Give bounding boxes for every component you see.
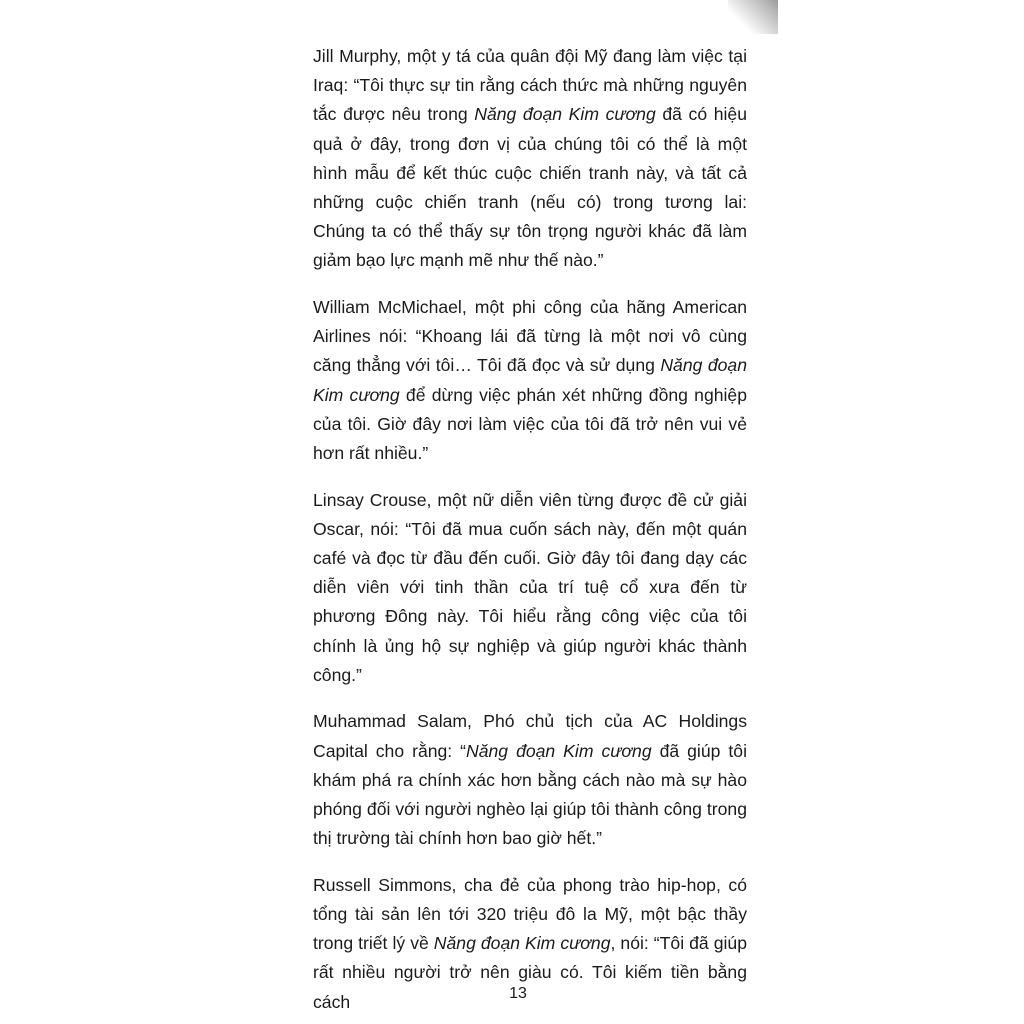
paragraph-text: William McMichael, một phi công của hãng American Airlines nói: “Khoang lái đã từng là một nơi vô cùng căng thẳng với tôi… Tôi đã đọc và sử dụng <box>313 297 747 376</box>
paragraph-text: đã có hiệu quả ở đây, trong đơn vị của chúng tôi có thể là một hình mẫu để kết thúc cuộc chiến tranh này, và tất cả những cuộc chiến tranh (nếu có) trong tương lai: Chúng ta có thể thấy sự tôn trọng người khác đã làm giảm bạo lực mạnh mẽ như thế nào.” <box>313 104 747 271</box>
paragraph-text: , nói: “Tôi đã giúp rất nhiều người trở nên giàu có. Tôi kiếm tiền bằng cách <box>313 933 747 1012</box>
paragraph-text: để dừng việc phán xét những đồng nghiệp của tôi. Giờ đây nơi làm việc của tôi đã trở nên vui vẻ hơn rất nhiều.” <box>313 384 748 464</box>
paragraph-text: Linsay Crouse, một nữ diễn viên từng được đề cử giải Oscar, nói: “Tôi đã mua cuốn sách này, đến một quán café và đọc từ đầu đến cuối. Giờ đây tôi đang dạy các diễn viên với tinh thần của trí tuệ cổ xưa đến từ phương Đông này. Tôi hiểu rằng công việc của tôi chính là ủng hộ sự nghiệp và giúp người khác thành công.” <box>313 489 747 685</box>
page-number <box>0 985 1024 1003</box>
paragraph-text: Russell Simmons, cha đẻ của phong trào hip-hop, có tổng tài sản lên tới 320 triệu đô la Mỹ, một bậc thầy trong triết lý về <box>313 874 747 954</box>
paragraph-text: đã giúp tôi khám phá ra chính xác hơn bằng cách nào mà sự hào phóng đối với người nghèo lại giúp tôi thành công trong thị trường tài chính hơn bao giờ hết.” <box>313 740 747 849</box>
paragraph-linsay-crouse <box>313 486 747 690</box>
book-title-italic: Năng đoạn Kim cương <box>313 355 747 405</box>
page-margin-right <box>778 0 1024 1024</box>
paragraph-text: Muhammad Salam, Phó chủ tịch của AC Holdings Capital cho rằng: “ <box>313 711 747 761</box>
book-title-italic: Năng đoạn Kim cương <box>433 933 611 954</box>
paragraph-muhammad-salam <box>313 707 747 853</box>
paragraph-jill-murphy <box>313 42 747 276</box>
book-title-italic: Năng đoạn Kim cương <box>466 740 652 761</box>
paragraph-william-mcmichael <box>313 293 747 468</box>
body-text-column <box>313 42 747 1024</box>
page-number-text: 13 <box>509 985 527 1002</box>
paragraph-text: Jill Murphy, một y tá của quân đội Mỹ đang làm việc tại Iraq: “Tôi thực sự tin rằng cách thức mà những nguyên tắc được nêu trong <box>313 46 747 125</box>
book-title-italic: Năng đoạn Kim cương <box>474 104 656 125</box>
